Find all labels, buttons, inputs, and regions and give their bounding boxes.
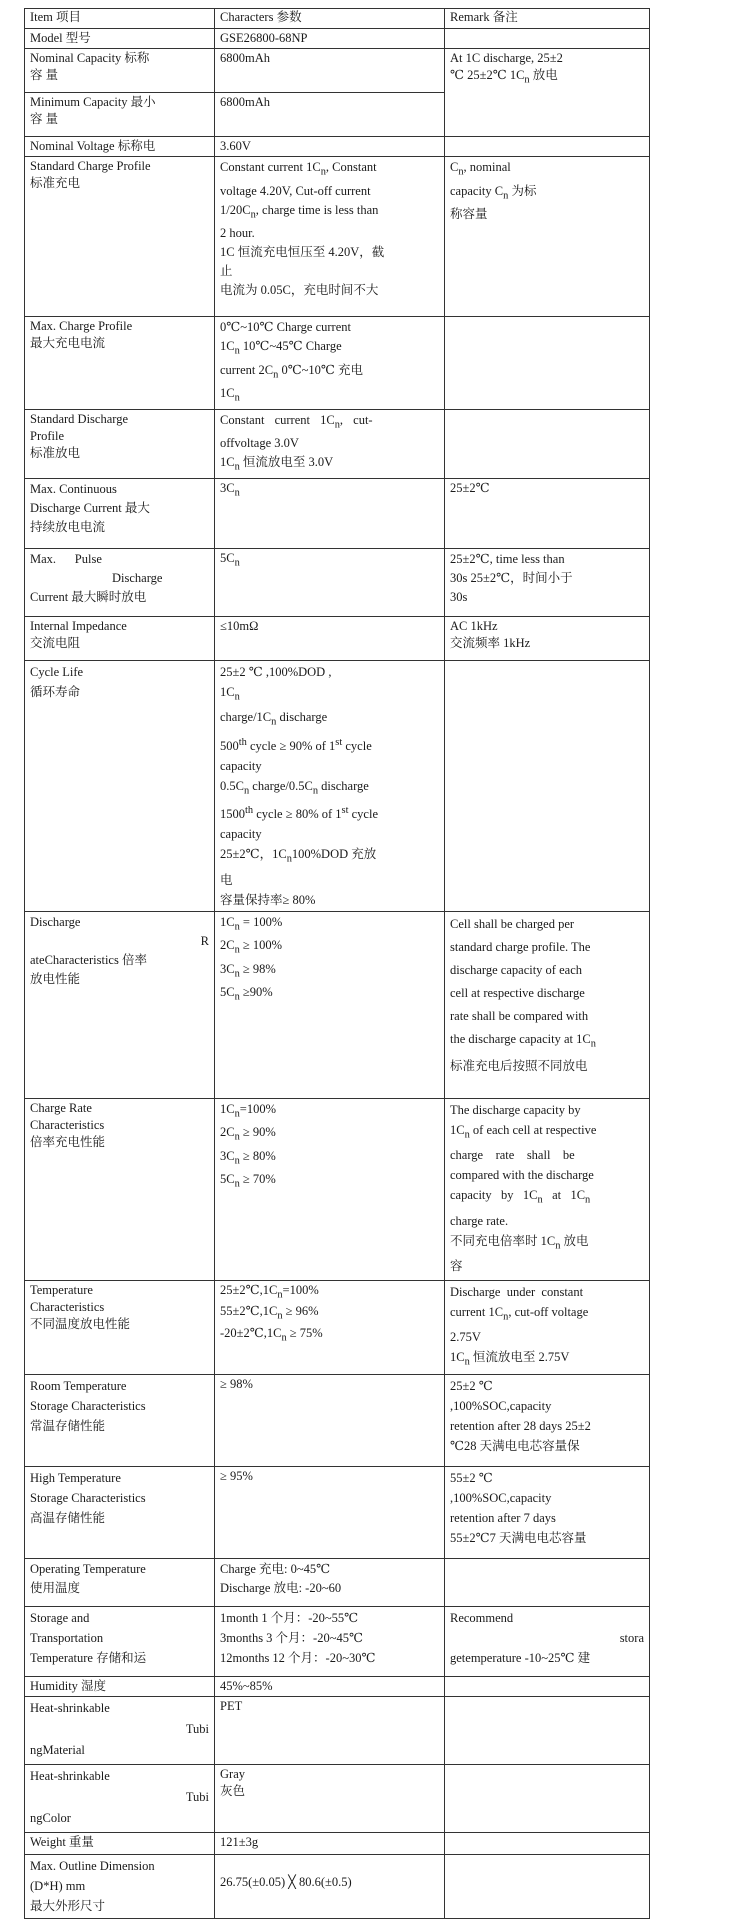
discharge-rate-remark: Cell shall be charged per standard charge profile. The discharge capacity of each cell at respective discharge rate shall be compared with the discharge capacity at $1C_n$ 标准充电后按照不同放电 [445, 911, 650, 1098]
charge-rate-label: Charge Rate Characteristics 倍率充电性能 [25, 1098, 215, 1280]
standard-discharge-label: Standard Discharge Profile 标准放电 [25, 409, 215, 478]
humidity-label: Humidity 湿度 [25, 1676, 215, 1696]
nominal-capacity-value: 6800mAh [215, 49, 445, 93]
internal-impedance-value: ≤10mΩ [215, 616, 445, 660]
high-storage-remark: 55±2 ℃ ,100%SOC,capacity retention after 7 days 55±2℃7 天满电电芯容量 [445, 1466, 650, 1558]
temperature-characteristics-label: Temperature Characteristics 不同温度放电性能 [25, 1280, 215, 1374]
cycle-life-label: Cycle Life 循环寿命 [25, 660, 215, 911]
cycle-life-value: 25±2 ℃ ,100%DOD , $1C_n$ charge/$1C_n$ discharge 500th cycle ≥ 90% of 1st cycle capacity $0.5C_n$ charge/$0.5C_n$ discharge 1500th cycle ≥ 80% of 1st cycle capacity 25±2℃，$1C_n100\%DOD$ 充放 电 容量保持率≥ 80% [215, 660, 445, 911]
standard-charge-value: Constant current $1C_n$, Constant voltage 4.20V, Cut-off current $1/20C_n$, charge time is less than 2 hour. 1C 恒流充电恒压至 4.20V，截 止 电流为 0.05C，充电时间不大 [215, 157, 445, 317]
max-continuous-discharge-label: Max. Continuous Discharge Current 最大 持续放电电流 [25, 478, 215, 548]
room-storage-label: Room Temperature Storage Characteristics 常温存储性能 [25, 1374, 215, 1466]
room-storage-remark: 25±2 ℃ ,100%SOC,capacity retention after 28 days 25±2 ℃28 天满电电芯容量保 [445, 1374, 650, 1466]
weight-value: 121±3g [215, 1832, 445, 1854]
weight-label: Weight 重量 [25, 1832, 215, 1854]
row-model [25, 29, 650, 49]
outline-dimension-remark [445, 1854, 650, 1918]
high-storage-label: High Temperature Storage Characteristics 高温存储性能 [25, 1466, 215, 1558]
row-max-continuous-discharge [25, 478, 650, 548]
tubing-color-remark [445, 1764, 650, 1832]
tubing-material-label: Heat-shrinkable Tubi ngMaterial [25, 1696, 215, 1764]
storage-transport-remark: Recommend stora getemperature -10~25℃ 建 [445, 1606, 650, 1676]
row-tubing-color [25, 1764, 650, 1832]
row-tubing-material [25, 1696, 650, 1764]
minimum-capacity-value: 6800mAh [215, 93, 445, 137]
standard-charge-label: Standard Charge Profile 标准充电 [25, 157, 215, 317]
cycle-life-remark [445, 660, 650, 911]
weight-remark [445, 1832, 650, 1854]
operating-temperature-value: Charge 充电: 0~45℃ Discharge 放电: -20~60 [215, 1558, 445, 1606]
row-max-pulse-discharge [25, 548, 650, 616]
high-storage-value: ≥ 95% [215, 1466, 445, 1558]
max-continuous-discharge-remark: 25±2℃ [445, 478, 650, 548]
charge-rate-remark: The discharge capacity by $1C_n$ of each cell at respective charge rate shall be compared with the discharge capacity by $1C_n$ at $1C_n$ charge rate. 不同充电倍率时 $1C_n$ 放电 容 [445, 1098, 650, 1280]
temperature-characteristics-remark: Discharge under constant current $1C_n$, cut-off voltage 2.75V $1C_n$ 恒流放电至 2.75V [445, 1280, 650, 1374]
storage-transport-value: 1month 1 个月：-20~55℃ 3months 3 个月：-20~45℃ 12months 12 个月：-20~30℃ [215, 1606, 445, 1676]
model-value: GSE26800-68NP [215, 29, 445, 49]
row-internal-impedance [25, 616, 650, 660]
operating-temperature-remark [445, 1558, 650, 1606]
standard-discharge-value: Constant current $1C_n$, cut- offvoltage 3.0V $1C_n$ 恒流放电至 3.0V [215, 409, 445, 478]
row-charge-rate [25, 1098, 650, 1280]
operating-temperature-label: Operating Temperature 使用温度 [25, 1558, 215, 1606]
internal-impedance-label: Internal Impedance 交流电阻 [25, 616, 215, 660]
room-storage-value: ≥ 98% [215, 1374, 445, 1466]
nominal-voltage-remark [445, 137, 650, 157]
internal-impedance-remark: AC 1kHz 交流频率 1kHz [445, 616, 650, 660]
model-remark [445, 29, 650, 49]
capacity-remark: At 1C discharge, 25±2 ℃ 25±2℃ $1C_n$ 放电 [445, 49, 650, 137]
nominal-voltage-value: 3.60V [215, 137, 445, 157]
max-pulse-discharge-label: Max. Pulse Discharge Current 最大瞬时放电 [25, 548, 215, 616]
max-continuous-discharge-value: $3C_n$ [215, 478, 445, 548]
row-temperature-characteristics [25, 1280, 650, 1374]
row-cycle-life [25, 660, 650, 911]
minimum-capacity-label: Minimum Capacity 最小 容 量 [25, 93, 215, 137]
discharge-rate-value: $1C_n = 100\%$ $2C_n \ge 100\%$ $3C_n \ge 98\%$ $5C_n \ge 90\%$ [215, 911, 445, 1098]
tubing-color-value: Gray 灰色 [215, 1764, 445, 1832]
row-storage-transport [25, 1606, 650, 1676]
tubing-material-remark [445, 1696, 650, 1764]
nominal-voltage-label: Nominal Voltage 标称电 [25, 137, 215, 157]
row-humidity [25, 1676, 650, 1696]
temperature-characteristics-value: $25\pm 2℃,1C_n=100\%$ $55\pm 2℃,1C_n \ge 96\%$ $-20\pm 2℃,1C_n \ge 75\%$ [215, 1280, 445, 1374]
max-charge-value: 0℃~10℃ Charge current $1C_n$ 10℃~45℃ Charge current $2C_n$ 0℃~10℃ 充电 $1C_n$ [215, 317, 445, 410]
row-outline-dimension [25, 1854, 650, 1918]
max-pulse-discharge-value: $5C_n$ [215, 548, 445, 616]
row-nominal-voltage [25, 137, 650, 157]
model-label: Model 型号 [25, 29, 215, 49]
max-charge-remark [445, 317, 650, 410]
row-standard-discharge [25, 409, 650, 478]
max-charge-label: Max. Charge Profile 最大充电电流 [25, 317, 215, 410]
outline-dimension-label: Max. Outline Dimension (D*H) mm 最大外形尺寸 [25, 1854, 215, 1918]
discharge-rate-label: Discharge R ateCharacteristics 倍率 放电性能 [25, 911, 215, 1098]
row-nominal-capacity [25, 49, 650, 93]
header-characters: Characters 参数 [215, 9, 445, 29]
row-room-storage [25, 1374, 650, 1466]
header-remark: Remark 备注 [445, 9, 650, 29]
standard-discharge-remark [445, 409, 650, 478]
table-header-row [25, 9, 650, 29]
humidity-remark [445, 1676, 650, 1696]
storage-transport-label: Storage and Transportation Temperature 存储和运 [25, 1606, 215, 1676]
row-weight [25, 1832, 650, 1854]
humidity-value: 45%~85% [215, 1676, 445, 1696]
row-discharge-rate [25, 911, 650, 1098]
charge-rate-value: $1C_n=100\%$ $2C_n \ge 90\%$ $3C_n \ge 80\%$ $5C_n \ge 70\%$ [215, 1098, 445, 1280]
row-standard-charge [25, 157, 650, 317]
outline-dimension-value: 26.75(±0.05) ╳ 80.6(±0.5) [215, 1854, 445, 1918]
tubing-material-value: PET [215, 1696, 445, 1764]
row-max-charge [25, 317, 650, 410]
row-operating-temperature [25, 1558, 650, 1606]
spec-table [24, 8, 650, 1919]
header-item: Item 项目 [25, 9, 215, 29]
max-pulse-discharge-remark: 25±2℃, time less than 30s 25±2℃，时间小于 30s [445, 548, 650, 616]
tubing-color-label: Heat-shrinkable Tubi ngColor [25, 1764, 215, 1832]
nominal-capacity-label: Nominal Capacity 标称 容 量 [25, 49, 215, 93]
standard-charge-remark: $C_n$, nominal capacity $C_n$ 为标 称容量 [445, 157, 650, 317]
row-high-storage [25, 1466, 650, 1558]
